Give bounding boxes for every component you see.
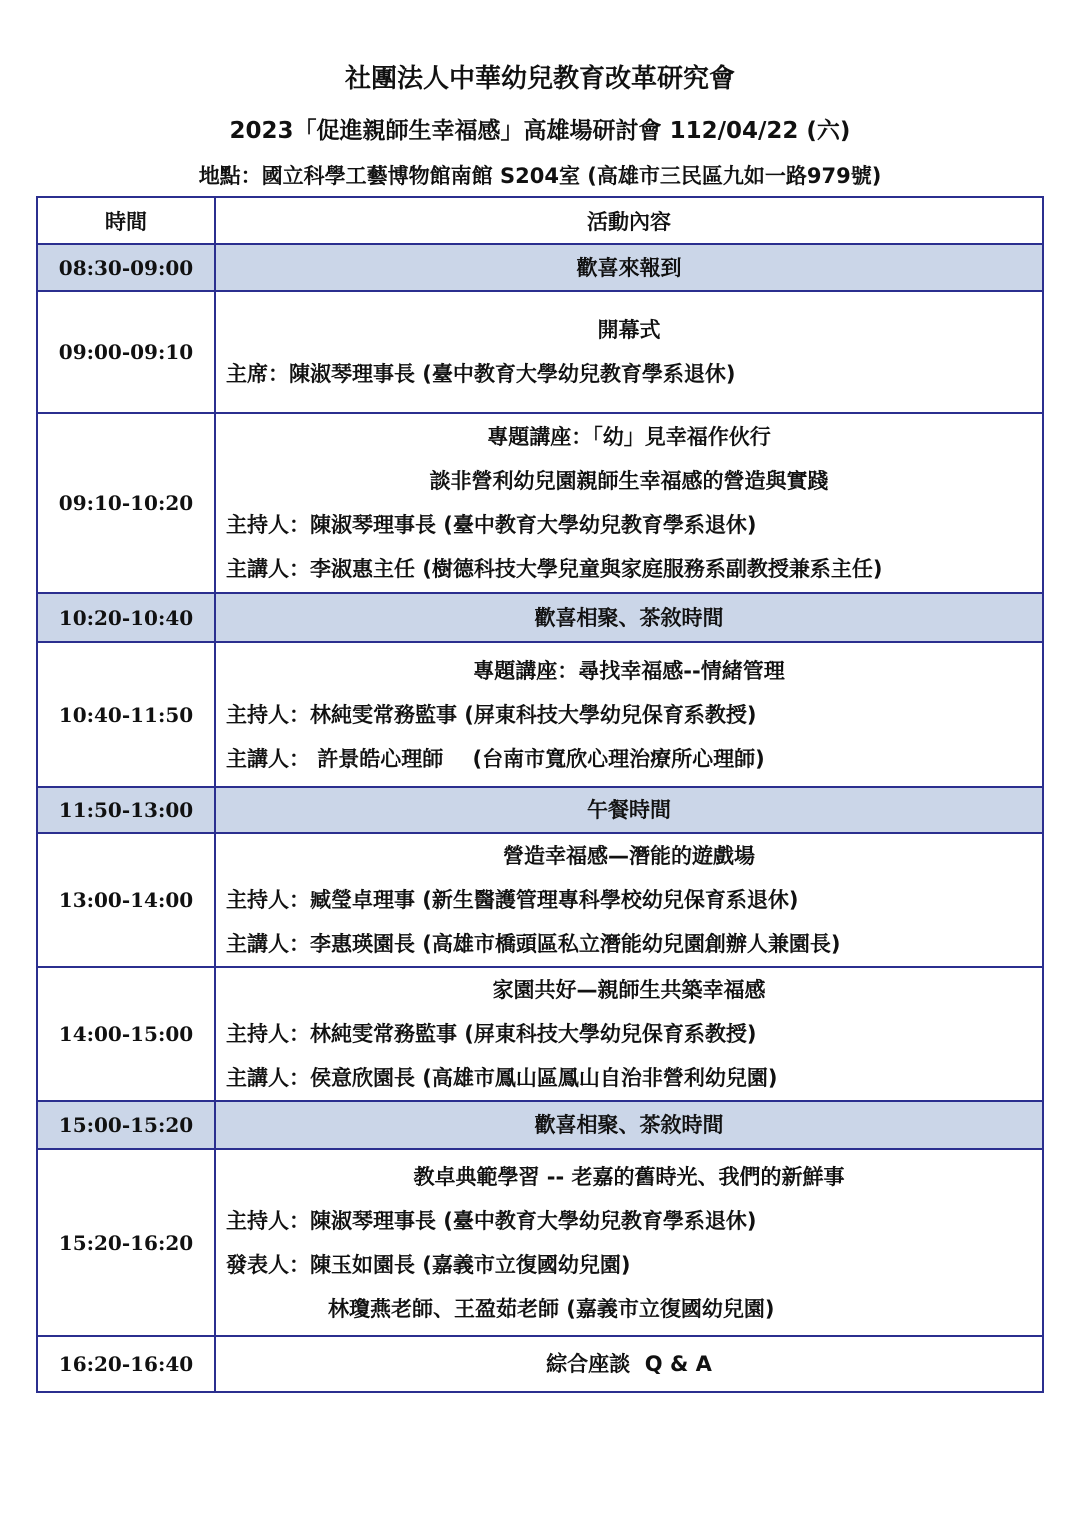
row-time: 10:40-11:50 xyxy=(37,642,215,787)
row-time: 15:20-16:20 xyxy=(37,1149,215,1336)
table-row xyxy=(37,642,1043,787)
table-row xyxy=(37,291,1043,413)
activity-line: 主講人：李惠瑛園長 (高雄市橋頭區私立潛能幼兒園創辦人兼園長) xyxy=(226,932,841,956)
document-title: 社團法人中華幼兒教育改革研究會 xyxy=(344,64,735,94)
schedule-table xyxy=(36,196,1044,1393)
row-time: 08:30-09:00 xyxy=(37,244,215,291)
table-header-row xyxy=(37,197,1043,244)
row-time: 15:00-15:20 xyxy=(37,1101,215,1149)
table-row xyxy=(37,413,1043,593)
activity-line: 綜合座談 Q & A xyxy=(546,1352,712,1376)
row-activity xyxy=(215,787,1043,833)
activity-line: 營造幸福感—潛能的遊戲場 xyxy=(503,844,755,868)
row-activity xyxy=(215,291,1043,413)
row-time: 11:50-13:00 xyxy=(37,787,215,833)
venue-line: 地點：國立科學工藝博物館南館 S204室 (高雄市三民區九如一路979號) xyxy=(198,164,882,188)
activity-line: 主持人：林純雯常務監事 (屏東科技大學幼兒保育系教授) xyxy=(226,702,757,727)
activity-line: 主席：陳淑琴理事長 (臺中教育大學幼兒教育學系退休) xyxy=(226,362,736,386)
activity-line: 教卓典範學習 -- 老嘉的舊時光、我們的新鮮事 xyxy=(413,1164,845,1189)
table-row xyxy=(37,1336,1043,1392)
table-row xyxy=(37,1149,1043,1336)
activity-line: 發表人：陳玉如園長 (嘉義市立復國幼兒園) xyxy=(226,1252,631,1277)
row-activity xyxy=(215,593,1043,642)
row-activity xyxy=(215,967,1043,1101)
activity-line: 歡喜相聚、茶敘時間 xyxy=(534,1113,724,1137)
row-time: 09:00-09:10 xyxy=(37,291,215,413)
activity-line: 歡喜來報到 xyxy=(576,255,682,280)
activity-line: 林瓊燕老師、王盈茹老師 (嘉義市立復國幼兒園) xyxy=(328,1296,775,1321)
row-activity xyxy=(215,833,1043,967)
row-activity xyxy=(215,1149,1043,1336)
activity-line: 午餐時間 xyxy=(587,798,671,822)
row-activity xyxy=(215,642,1043,787)
row-time: 13:00-14:00 xyxy=(37,833,215,967)
table-row xyxy=(37,967,1043,1101)
table-row xyxy=(37,787,1043,833)
row-time: 10:20-10:40 xyxy=(37,593,215,642)
row-time: 16:20-16:40 xyxy=(37,1336,215,1392)
activity-line: 專題講座：「幼」見幸福作伙行 xyxy=(487,425,771,449)
activity-line: 主持人：陳淑琴理事長 (臺中教育大學幼兒教育學系退休) xyxy=(226,513,757,537)
event-title: 2023「促進親師生幸福感」高雄場研討會 112/04/22 (六) xyxy=(229,118,851,144)
activity-line: 主持人：林純雯常務監事 (屏東科技大學幼兒保育系教授) xyxy=(226,1022,757,1046)
activity-line: 主講人：李淑惠主任 (樹德科技大學兒童與家庭服務系副教授兼系主任) xyxy=(226,557,883,581)
column-header-activity: 活動內容 xyxy=(215,197,1043,244)
activity-line: 開幕式 xyxy=(597,318,661,342)
table-row xyxy=(37,833,1043,967)
activity-line: 談非營利幼兒園親師生幸福感的營造與實踐 xyxy=(429,469,829,493)
row-time: 09:10-10:20 xyxy=(37,413,215,593)
activity-line: 主講人： 許景皓心理師 (台南市寬欣心理治療所心理師) xyxy=(226,746,765,771)
row-activity xyxy=(215,244,1043,291)
activity-line: 歡喜相聚、茶敘時間 xyxy=(534,605,724,630)
row-activity xyxy=(215,1101,1043,1149)
activity-line: 主持人：臧瑩卓理事 (新生醫護管理專科學校幼兒保育系退休) xyxy=(226,888,799,912)
row-activity xyxy=(215,1336,1043,1392)
activity-line: 主持人：陳淑琴理事長 (臺中教育大學幼兒教育學系退休) xyxy=(226,1208,757,1233)
activity-line: 主講人：侯意欣園長 (高雄市鳳山區鳳山自治非營利幼兒園) xyxy=(226,1066,778,1090)
column-header-time: 時間 xyxy=(37,197,215,244)
row-time: 14:00-15:00 xyxy=(37,967,215,1101)
table-row xyxy=(37,1101,1043,1149)
activity-line: 家園共好—親師生共築幸福感 xyxy=(492,978,766,1002)
table-row xyxy=(37,244,1043,291)
row-activity xyxy=(215,413,1043,593)
activity-line: 專題講座：尋找幸福感--情緒管理 xyxy=(473,658,785,683)
table-row xyxy=(37,593,1043,642)
